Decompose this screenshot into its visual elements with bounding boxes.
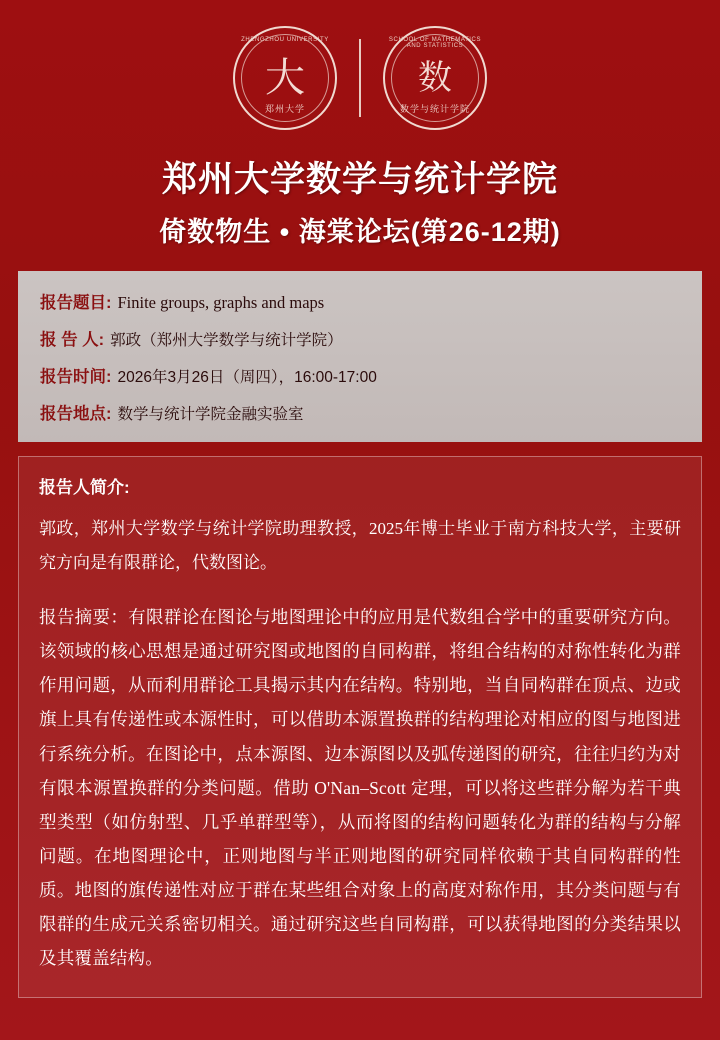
logo-row (0, 0, 720, 130)
info-row-topic (40, 289, 680, 313)
info-row-speaker (40, 326, 680, 350)
zhengzhou-university-seal-icon (233, 26, 337, 130)
zhengzhou-university-seal-subtext: 郑州大学 (264, 104, 305, 114)
school-seal-glyph: 数 (418, 58, 452, 98)
page-subtitle: 倚数物生 • 海棠论坛(第26-12期) (159, 217, 561, 247)
lecture-info-panel (18, 271, 702, 442)
school-seal-subtext: 数学与统计学院 (399, 104, 470, 114)
info-label-speaker: 报 告 人: (40, 331, 105, 349)
bio-text: 郭政，郑州大学数学与统计学院助理教授，2025年博士毕业于南方科技大学，主要研究方向是有限群论，代数图论。 (39, 519, 681, 572)
school-of-mathematics-and-statistics-seal-icon (383, 26, 487, 130)
info-value-time: 2026年3月26日（周四），16:00-17:00 (117, 369, 377, 386)
info-row-location (40, 400, 680, 424)
bio-heading: 报告人简介: (39, 478, 130, 497)
school-seal-ring-text: SCHOOL OF MATHEMATICS AND STATISTICS (388, 37, 482, 49)
page-title: 郑州大学数学与统计学院 (161, 160, 558, 199)
info-label-location: 报告地点: (40, 405, 112, 423)
info-label-time: 报告时间: (40, 368, 112, 386)
info-row-time (40, 363, 680, 387)
info-label-topic: 报告题目: (40, 294, 112, 312)
info-value-location: 数学与统计学院金融实验室 (117, 406, 304, 423)
zhengzhou-university-seal-ring-text: ZHENGZHOU UNIVERSITY (241, 37, 329, 43)
logo-divider (359, 39, 361, 117)
abstract-text: 报告摘要：有限群论在图论与地图理论中的应用是代数组合学中的重要研究方向。该领域的核心思想是通过研究图或地图的自同构群，将组合结构的对称性转化为群作用问题，从而利用群论工具揭示其内在结构。特别地，当自同构群在顶点、边或旗上具有传递性或本源性时，可以借助本源置换群的结构理论对相应的图与地图进行系统分析。在图论中，点本源图、边本源图以及弧传递图的研究，往往归约为对有限本源置换群的分类问题。借助 O'Nan–Scott 定理，可以将这些群分解为若干典型类型（如仿射型、几乎单群型等），从而将图的结构问题转化为群的结构与分解问题。在地图理论中，正则地图与半正则地图的研究同样依赖于其自同构群的性质。地图的旗传递性对应于群在某些组合对象上的高度对称作用，其分类问题与有限群的生成元关系密切相关。通过研究这些自同构群，可以获得地图的分类结果以及其覆盖结构。 (39, 607, 681, 969)
speaker-bio-panel (18, 456, 702, 998)
info-value-speaker: 郭政（郑州大学数学与统计学院） (110, 332, 343, 349)
info-value-topic: Finite groups, graphs and maps (117, 293, 325, 312)
zhengzhou-university-seal-glyph: 大 (265, 55, 305, 101)
